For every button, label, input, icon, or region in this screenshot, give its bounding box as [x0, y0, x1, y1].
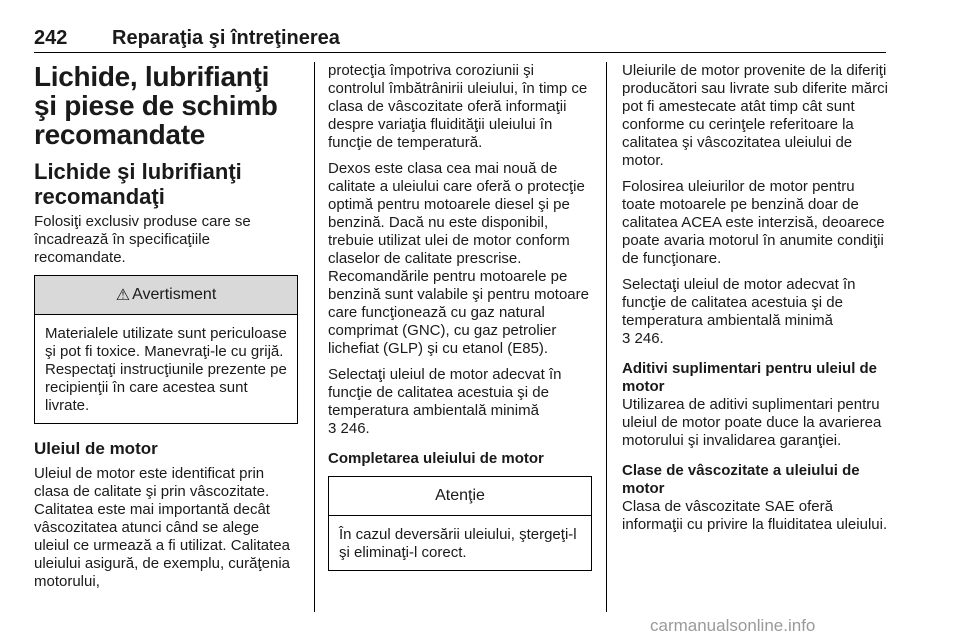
column-left [34, 62, 298, 599]
warning-box [34, 275, 298, 424]
paragraph-select-oil: Selectaţi uleiul de motor adecvat în funcţie de calitatea acestuia şi de temperatura ambientală minimă 3 246. [622, 276, 856, 347]
warning-triangle-icon: ⚠ [115, 287, 131, 304]
paragraph-select-oil: Selectaţi uleiul de motor adecvat în funcţie de calitatea acestuia şi de temperatura ambientală minimă 3 246. [328, 366, 562, 437]
notice-text: În cazul deversării uleiului, ştergeţi-l şi eliminaţi-l corect. [339, 526, 577, 561]
page-header [34, 22, 886, 53]
intro-text: Folosiţi exclusiv produse care se încadrează în specificaţiile recomandate. [34, 213, 251, 266]
column-middle [328, 62, 592, 577]
watermark-text: carmanualsonline.info [650, 616, 816, 635]
heading-engine-oil: Uleiul de motor [34, 439, 158, 458]
chapter-title: Reparaţia şi întreţinerea [112, 27, 340, 49]
engine-oil-text: Uleiul de motor este identificat prin clasa de calitate şi prin vâscozitate. Calitatea este mai importantă decât vâscozitatea atunci când se alege uleiul ce urmează a fi utilizat. Calitatea uleiului asigură, de exemplu, curăţenia motorului, [34, 465, 290, 590]
heading-additives: Aditivi suplimentari pentru uleiul de motor [622, 360, 878, 395]
heading-viscosity: Clase de vâscozitate a uleiului de motor [622, 462, 860, 497]
paragraph-acea: Folosirea uleiurilor de motor pentru toate motoarele pe benzină doar de calitatea ACEA este interzisă, deoarece poate avaria motorul în anumite condiţii de funcţionare. [622, 178, 885, 267]
column-divider [314, 62, 315, 612]
warning-box-header [35, 276, 297, 315]
column-divider [606, 62, 607, 612]
viscosity-text: Clasa de vâscozitate SAE oferă informaţii cu privire la fluiditatea uleiului. [622, 498, 888, 533]
notice-box [328, 476, 592, 571]
notice-box-header [329, 477, 591, 516]
section-title: Lichide, lubrifianţi şi piese de schimb recomandate [34, 61, 278, 150]
paragraph: protecţia împotriva coroziunii şi controlul îmbătrânirii uleiului, în timp ce clasa de vâscozitate oferă informaţii despre variaţia fluidităţii uleiului în funcţie de temperatură. [328, 62, 588, 151]
paragraph-dexos: Dexos este clasa cea mai nouă de calitate a uleiului care oferă o protecţie optimă pentru motoarele diesel şi pe benzină. Dacă nu este disponibil, trebuie utilizat ulei de motor conform claselor de calitate prescrise. Recomandările pentru motoarele pe benzină sunt valabile şi pentru motoare care funcţionează cu gaz natural comprimat (GNC), cu gaz petrolier lichefiat (GLP) şi cu etanol (E85). [328, 160, 589, 357]
warning-text: Materialele utilizate sunt periculoase şi pot fi toxice. Manevraţi-le cu grijă. Respectaţi instrucţiunile prezente pe recipienţii în care acestea sunt livrate. [45, 325, 287, 414]
page-ref-link[interactable]: 3 246. [328, 420, 370, 437]
additives-text: Utilizarea de aditivi suplimentari pentru uleiul de motor poate duce la avarierea motorului şi invalidarea garanţiei. [622, 396, 882, 449]
page-number: 242 [34, 27, 68, 49]
paragraph-mixing: Uleiurile de motor provenite de la diferiţi producători sau livrate sub diferite mărci pot fi amestecate atât timp cât sunt conforme cu cerinţele referitoare la calitatea şi vâscozitatea uleiului de motor. [622, 62, 888, 169]
column-right [622, 62, 890, 542]
heading-topping-up: Completarea uleiului de motor [328, 450, 544, 467]
page-ref-link[interactable]: 3 246. [622, 330, 664, 347]
subsection-title: Lichide şi lubrifianţi recomandaţi [34, 159, 242, 209]
warning-title: Avertisment [132, 286, 217, 303]
notice-title: Atenţie [435, 487, 485, 504]
